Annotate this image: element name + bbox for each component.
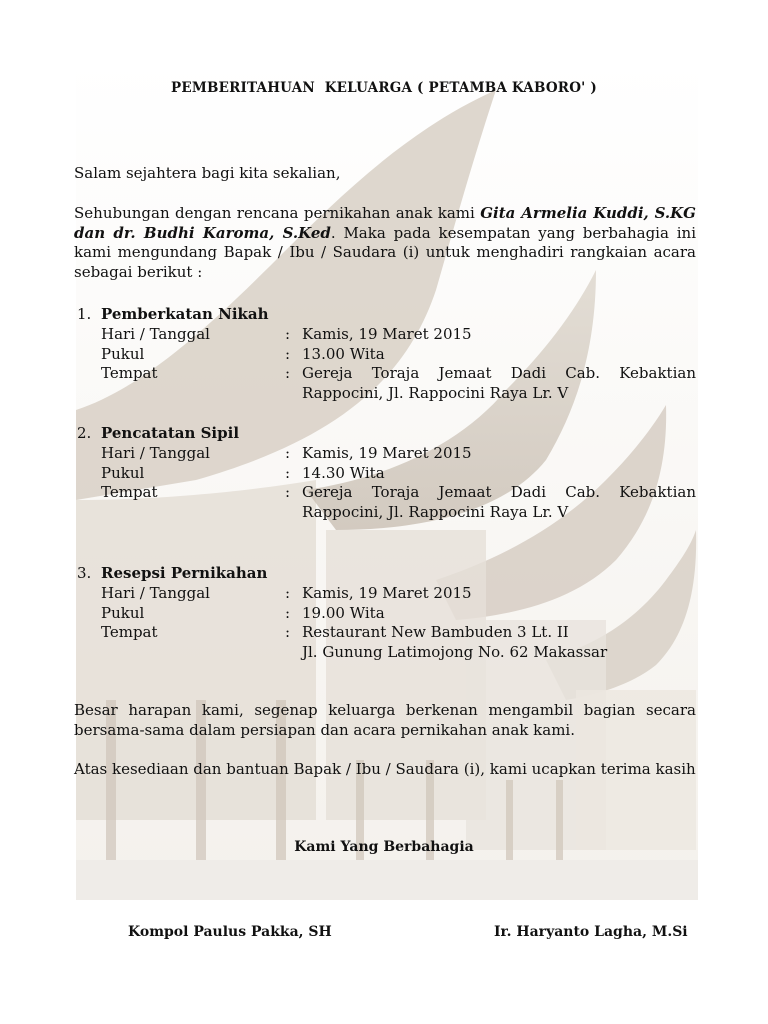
place-value-line2: Rappocini, Jl. Rappocini Raya Lr. V xyxy=(302,503,569,521)
event-name: Pemberkatan Nikah xyxy=(101,305,269,323)
time-value: 14.30 Wita xyxy=(302,464,385,482)
colon: : xyxy=(285,464,291,482)
day-label: Hari / Tanggal xyxy=(101,444,210,462)
document-title: PEMBERITAHUAN KELUARGA ( PETAMBA KABORO' ) xyxy=(171,80,597,96)
time-value: 13.00 Wita xyxy=(302,345,385,363)
event-name: Resepsi Pernikahan xyxy=(101,564,268,582)
place-value: Gereja Toraja Jemaat Dadi Cab. Kebaktian xyxy=(302,483,696,501)
time-label: Pukul xyxy=(101,464,145,482)
intro-paragraph xyxy=(74,204,696,282)
place-value-line2: Jl. Gunung Latimojong No. 62 Makassar xyxy=(302,643,608,661)
event-number: 3. xyxy=(77,564,92,582)
time-label: Pukul xyxy=(101,604,145,622)
colon: : xyxy=(285,483,291,501)
colon: : xyxy=(285,623,291,641)
colon: : xyxy=(285,584,291,602)
colon: : xyxy=(285,325,291,343)
event-heading xyxy=(77,305,269,323)
place-value: Restaurant New Bambuden 3 Lt. II xyxy=(302,623,569,641)
place-value: Gereja Toraja Jemaat Dadi Cab. Kebaktian xyxy=(302,364,696,382)
colon: : xyxy=(285,345,291,363)
day-label: Hari / Tanggal xyxy=(101,325,210,343)
place-label: Tempat xyxy=(101,623,158,641)
intro-after: . Maka pada kesempatan yang berbahagia ini kami mengundang Bapak / Ibu / Saudara (i) untuk menghadiri rangkaian acara sebagai berikut : xyxy=(74,223,696,281)
colon: : xyxy=(285,364,291,382)
place-value-line2: Rappocini, Jl. Rappocini Raya Lr. V xyxy=(302,384,569,402)
signatory-right: Ir. Haryanto Lagha, M.Si xyxy=(494,924,688,940)
time-label: Pukul xyxy=(101,345,145,363)
couple-names: Gita Armelia Kuddi, S.KG dan dr. Budhi Karoma, S.Ked xyxy=(74,204,696,242)
signoff: Kami Yang Berbahagia xyxy=(294,839,474,855)
event-number: 2. xyxy=(77,424,92,442)
colon: : xyxy=(285,604,291,622)
intro-before: Sehubungan dengan rencana pernikahan anak kami xyxy=(74,204,481,222)
colon: : xyxy=(285,444,291,462)
thanks-paragraph: Atas kesediaan dan bantuan Bapak / Ibu / Saudara (i), kami ucapkan terima kasih xyxy=(74,760,696,778)
day-value: Kamis, 19 Maret 2015 xyxy=(302,584,472,602)
event-heading xyxy=(77,424,239,442)
signatory-left: Kompol Paulus Pakka, SH xyxy=(128,924,332,940)
event-name: Pencatatan Sipil xyxy=(101,424,240,442)
time-value: 19.00 Wita xyxy=(302,604,385,622)
closing-paragraph: Besar harapan kami, segenap keluarga berkenan mengambil bagian secara bersama-sama dalam persiapan dan acara pernikahan anak kami. xyxy=(74,701,696,739)
day-label: Hari / Tanggal xyxy=(101,584,210,602)
greeting: Salam sejahtera bagi kita sekalian, xyxy=(74,164,341,182)
event-number: 1. xyxy=(77,305,92,323)
place-label: Tempat xyxy=(101,364,158,382)
event-heading xyxy=(77,564,267,582)
day-value: Kamis, 19 Maret 2015 xyxy=(302,444,472,462)
day-value: Kamis, 19 Maret 2015 xyxy=(302,325,472,343)
place-label: Tempat xyxy=(101,483,158,501)
